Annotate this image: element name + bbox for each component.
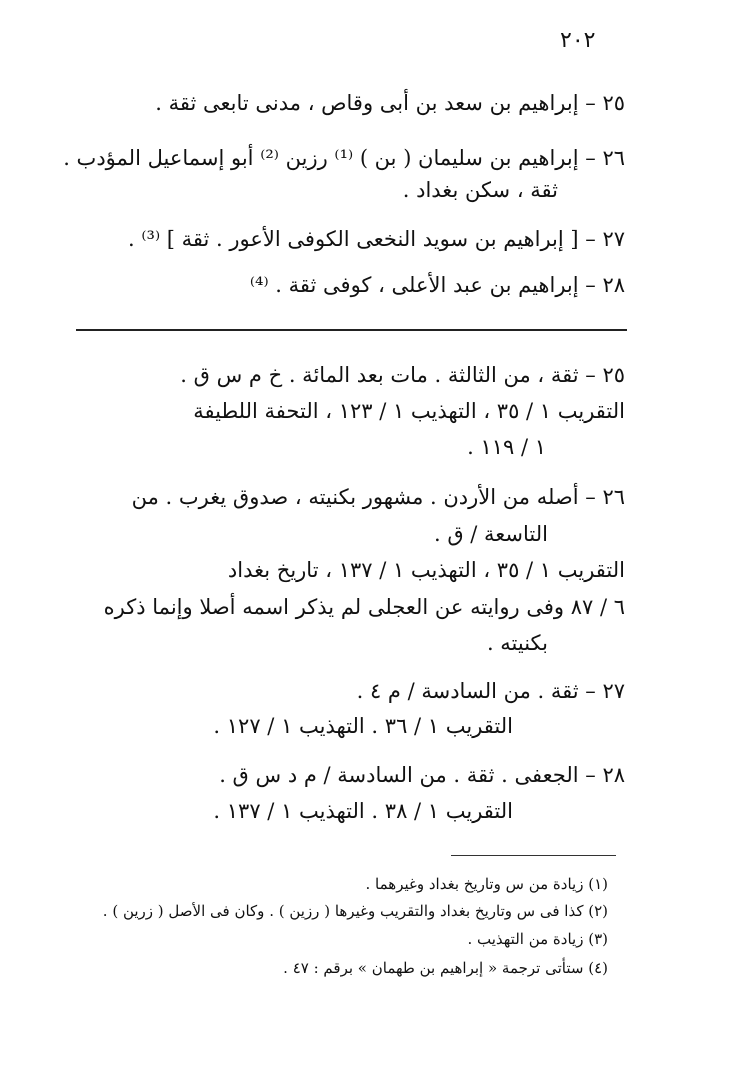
- note-26-line1: ٢٦ – أصله من الأردن . مشهور بكنيته ، صدوق يغرب . من: [131, 485, 625, 509]
- entry-28: ٢٨ – إبراهيم بن عبد الأعلى ، كوفى ثقة . ⁽⁴⁾: [249, 273, 625, 297]
- entry-25: ٢٥ – إبراهيم بن سعد بن أبى وقاص ، مدنى تابعى ثقة .: [155, 91, 625, 115]
- entry-26-line2: ثقة ، سكن بغداد .: [402, 178, 558, 202]
- footnote-3: (٣) زيادة من التهذيب .: [467, 930, 608, 948]
- note-27-line2: التقريب ١ / ٣٦ . التهذيب ١ / ١٢٧ .: [213, 714, 513, 738]
- note-28-line2: التقريب ١ / ٣٨ . التهذيب ١ / ١٣٧ .: [213, 799, 513, 823]
- entry-26-line1: ٢٦ – إبراهيم بن سليمان ( بن ) ⁽¹⁾ رزين ⁽²⁾ أبو إسماعيل المؤدب .: [63, 146, 625, 170]
- note-26-line5: بكنيته .: [486, 631, 548, 655]
- note-26-line2: التاسعة / ق .: [433, 522, 548, 546]
- footnote-4: (٤) ستأتى ترجمة « إبراهيم بن طهمان » برقم : ٤٧ .: [283, 959, 608, 977]
- note-28-line1: ٢٨ – الجعفى . ثقة . من السادسة / م د س ق .: [219, 763, 625, 787]
- note-26-line4: ٦ / ٨٧ وفى روايته عن العجلى لم يذكر اسمه أصلا وإنما ذكره: [103, 595, 625, 619]
- note-25-line3: ١ / ١١٩ .: [467, 435, 546, 459]
- footnote-2: (٢) كذا فى س وتاريخ بغداد والتقريب وغيرها ( رزين ) . وكان فى الأصل ( زرين ) .: [102, 902, 608, 920]
- note-26-line3: التقريب ١ / ٣٥ ، التهذيب ١ / ١٣٧ ، تاريخ بغداد: [227, 558, 625, 582]
- note-25-line1: ٢٥ – ثقة ، من الثالثة . مات بعد المائة . خ م س ق .: [180, 363, 625, 387]
- page-number: ٢٠٢: [560, 28, 596, 53]
- entry-27: ٢٧ – [ إبراهيم بن سويد النخعى الكوفى الأعور . ثقة ] ⁽³⁾ .: [128, 227, 625, 251]
- main-divider: [76, 329, 627, 331]
- note-27-line1: ٢٧ – ثقة . من السادسة / م ٤ .: [356, 679, 625, 703]
- footnote-1: (١) زيادة من س وتاريخ بغداد وغيرهما .: [365, 875, 608, 893]
- note-25-line2: التقريب ١ / ٣٥ ، التهذيب ١ / ١٢٣ ، التحفة اللطيفة: [193, 399, 625, 423]
- footnote-divider: [451, 855, 616, 856]
